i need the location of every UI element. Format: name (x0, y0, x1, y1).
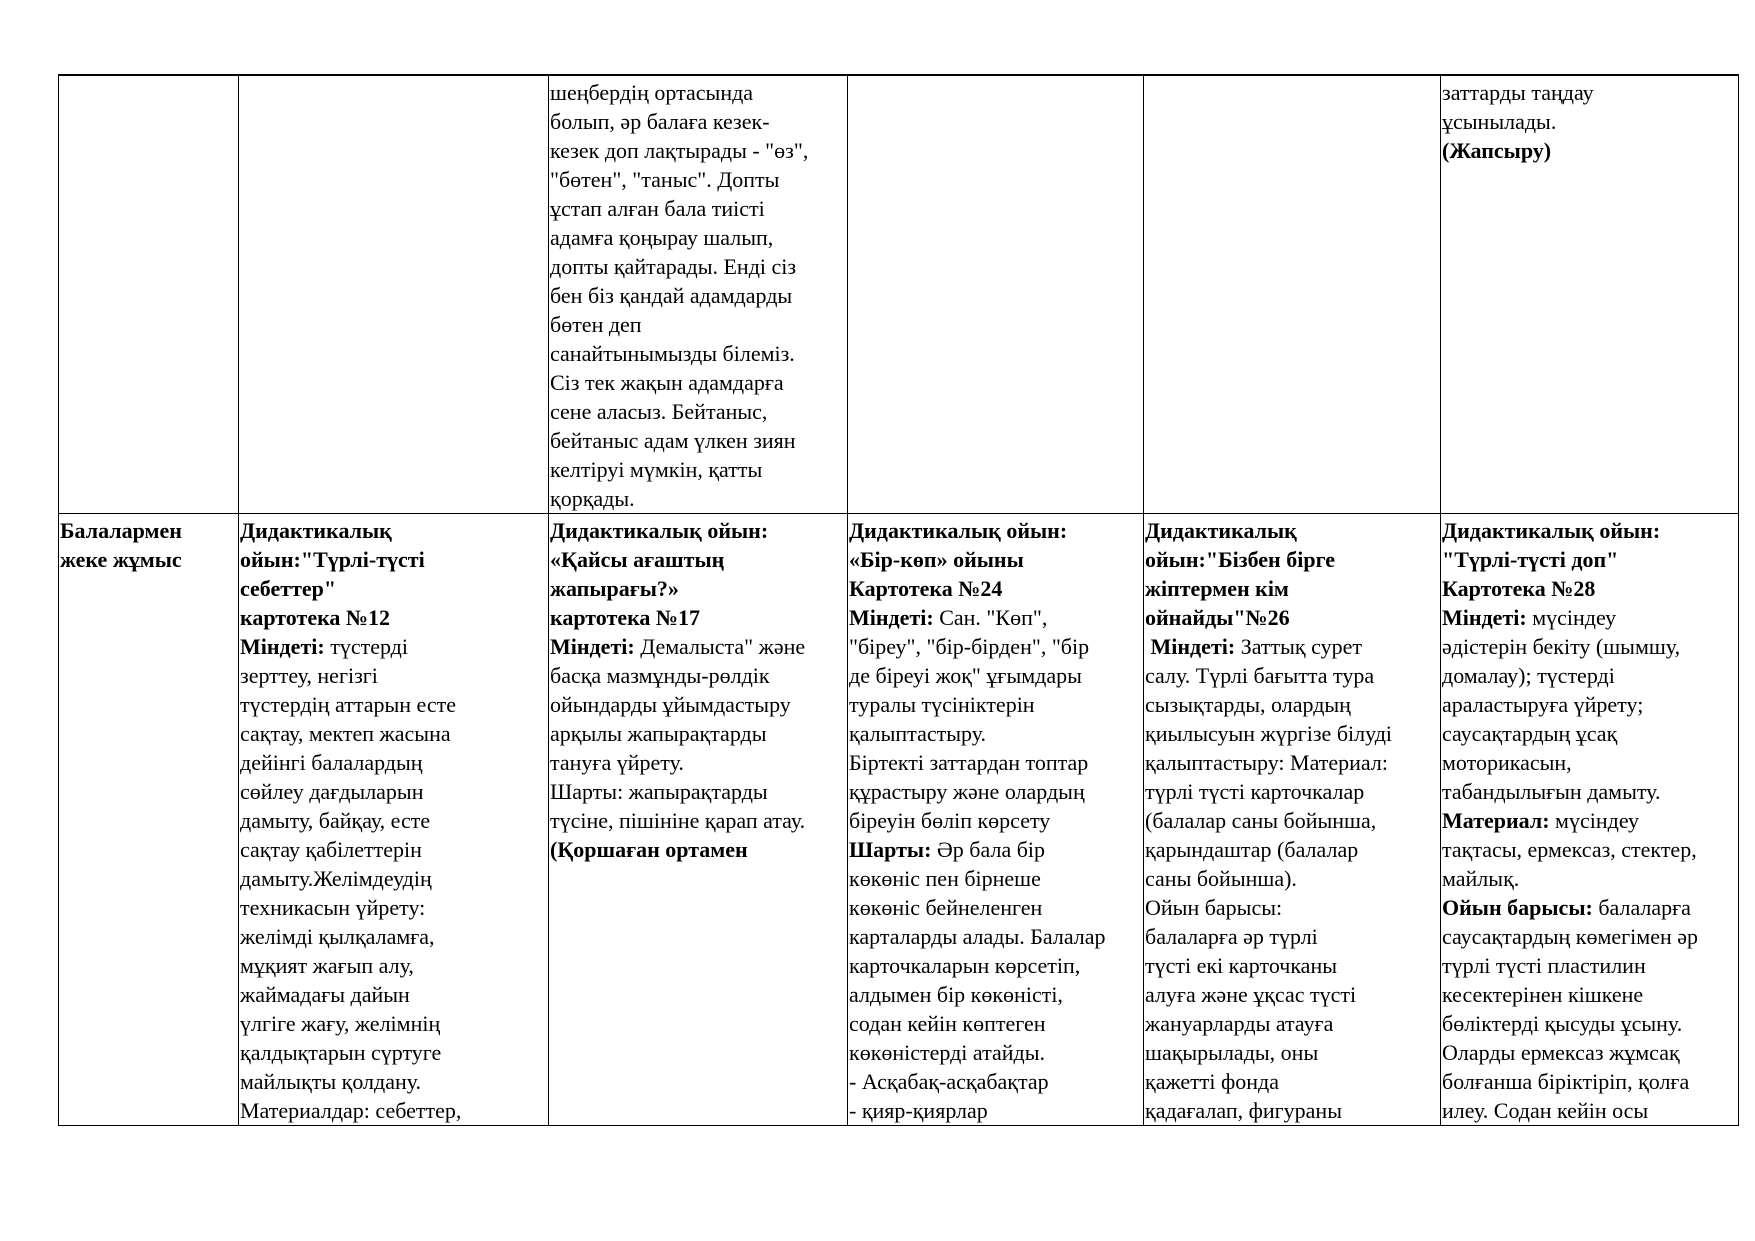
table-cell (1144, 514, 1441, 1126)
text-line: майлықты қолдану. (240, 1069, 422, 1094)
text-line: қалыптастыру. (849, 721, 986, 746)
text-line: дамыту, байқау, есте (240, 808, 431, 833)
text-line: саусақтардың көмегімен әр (1442, 924, 1699, 949)
task-label: Міндеті: (1442, 605, 1527, 630)
text-line: түсті екі карточканы (1145, 953, 1337, 978)
text-line: тануға үйрету. (550, 750, 684, 775)
text-line: адамға қоңырау шалып, (550, 225, 774, 250)
text-line: тақтасы, ермексаз, стектер, (1442, 837, 1697, 862)
text-line: «Қайсы ағаштың (550, 547, 725, 572)
text-line: Материалдар: себеттер, (240, 1098, 462, 1123)
cell-text (849, 864, 1142, 1125)
text-line: моторикасын, (1442, 750, 1572, 775)
task-text: түстерді (324, 634, 408, 659)
text-line: көкөністерді атайды. (849, 1040, 1046, 1065)
plan-table (58, 74, 1739, 1126)
text-line: қалыптастыру: Материал: (1145, 750, 1388, 775)
text-line: салу. Түрлі бағытта тура (1145, 663, 1375, 688)
text-line: түрлі түсті пластилин (1442, 953, 1646, 978)
text-line: түсіне, пішініне қарап атау. (550, 808, 806, 833)
text-line: жіптермен кім (1145, 576, 1289, 601)
game-title (849, 516, 1142, 603)
table-cell (239, 75, 549, 514)
text-line: қалдықтарын сүртуге (240, 1040, 442, 1065)
text-line: арқылы жапырақтарды (550, 721, 767, 746)
task-text: Сан. "Көп", (933, 605, 1048, 630)
text-line: зерттеу, негізгі (240, 663, 378, 688)
text-line: болғанша біріктіріп, қолға (1442, 1069, 1690, 1094)
text-line: әдістерін бекіту (шымшу, (1442, 634, 1681, 659)
text-line: балаларға әр түрлі (1145, 924, 1318, 949)
table-cell (1144, 75, 1441, 514)
text-line: желімді қылқаламға, (240, 924, 435, 949)
table-cell (549, 514, 848, 1126)
task-label: Міндеті: (550, 634, 635, 659)
text-line: қорқады. (550, 486, 635, 511)
text-line: сызықтарды, олардың (1145, 692, 1351, 717)
text-line: ойын:"Бізбен бірге (1145, 547, 1336, 572)
cell-text (1442, 922, 1737, 1125)
text-line: шеңбердің ортасында (550, 80, 754, 105)
task-label: Міндеті: (1145, 634, 1236, 659)
cell-text (1145, 661, 1439, 1125)
task-text: Заттық сурет (1235, 634, 1362, 659)
text-line: саусақтардың ұсақ (1442, 721, 1618, 746)
text-line: майлық. (1442, 866, 1520, 891)
text-line: мұқият жағып алу, (240, 953, 414, 978)
table-cell (848, 514, 1144, 1126)
text-line: "бөтен", "таныс". Допты (550, 167, 780, 192)
table-cell (848, 75, 1144, 514)
text-line: түрлі түсті карточкалар (1145, 779, 1365, 804)
text-line: ойын:"Түрлі-түсті (240, 547, 425, 572)
text-line: (балалар саны бойынша, (1145, 808, 1377, 833)
text-line: Дидактикалық ойын: (550, 518, 769, 543)
text-line: "біреу", "бір-бірден", "бір (849, 634, 1090, 659)
cell-text (550, 661, 846, 835)
text-line: заттарды таңдау (1442, 80, 1594, 105)
text-line: - қияр-қиярлар (849, 1098, 988, 1123)
text-line: «Бір-көп» ойыны (849, 547, 1024, 572)
text-line: алуға және ұқсас түсті (1145, 982, 1357, 1007)
table-cell (239, 514, 549, 1126)
text-line: Картотека №28 (1442, 576, 1596, 601)
text-line: араластыруға үйрету; (1442, 692, 1644, 717)
text-line: шақырылады, оны (1145, 1040, 1319, 1065)
material-text: мүсіндеу (1549, 808, 1640, 833)
text-line: қадағалап, фигураны (1145, 1098, 1342, 1123)
text-line: жануарларды атауға (1145, 1011, 1334, 1036)
material-label: Материал: (1442, 808, 1550, 833)
text-line: Балалармен (60, 518, 182, 543)
text-line: себеттер" (240, 576, 337, 601)
text-line: дамыту.Желімдеудің (240, 866, 432, 891)
text-line: бөтен деп (550, 312, 642, 337)
text-line: илеу. Содан кейін осы (1442, 1098, 1649, 1123)
task-text: мүсіндеу (1526, 605, 1617, 630)
text-line: саны бойынша). (1145, 866, 1297, 891)
text-line: бөліктерді қысуды ұсыну. (1442, 1011, 1683, 1036)
text-line: бейтаныс адам үлкен зиян (550, 428, 796, 453)
text-line: кезек доп лақтырады - "өз", (550, 138, 809, 163)
text-line: техникасын үйрету: (240, 895, 426, 920)
row-header (60, 516, 237, 574)
process-label: Ойын барысы: (1442, 895, 1593, 920)
table-cell (1441, 514, 1739, 1126)
text-line: жаймадағы дайын (240, 982, 410, 1007)
text-line: біреуін бөліп көрсету (849, 808, 1051, 833)
text-line: жеке жұмыс (60, 547, 182, 572)
text-line: допты қайтарады. Енді сіз (550, 254, 797, 279)
text-line: картотека №12 (240, 605, 391, 630)
task-text: Демалыста" және (634, 634, 806, 659)
text-line: түстердің аттарын есте (240, 692, 457, 717)
text-line: сақтау қабілеттерін (240, 837, 422, 862)
text-line: кесектерінен кішкене (1442, 982, 1644, 1007)
game-title (1145, 516, 1439, 632)
text-line: келтіруі мүмкін, қатты (550, 457, 763, 482)
text-line: құрастыру және олардың (849, 779, 1085, 804)
row-header-cell (59, 514, 239, 1126)
cell-text (1442, 632, 1737, 806)
text-line: сөйлеу дағдыларын (240, 779, 424, 804)
text-line: Біртекті заттардан топтар (849, 750, 1089, 775)
cell-text (1442, 835, 1737, 893)
text-line: ойындарды ұйымдастыру (550, 692, 791, 717)
text-line: Шарты: жапырақтарды (550, 779, 768, 804)
text-line: дейінгі балалардың (240, 750, 423, 775)
text-line: үлгіге жағу, желімнің (240, 1011, 441, 1036)
text-line: Дидактикалық ойын: (1442, 518, 1661, 543)
text-line: карточкаларын көрсетіп, (849, 953, 1081, 978)
table-cell (549, 75, 848, 514)
game-title (240, 516, 547, 632)
game-title (550, 516, 846, 632)
task-label: Міндеті: (240, 634, 325, 659)
text-line: - Асқабақ-асқабақтар (849, 1069, 1049, 1094)
text-line: Дидактикалық ойын: (849, 518, 1068, 543)
text-line: Ойын барысы: (1145, 895, 1283, 920)
cell-text (849, 632, 1142, 835)
text-line: ұстап алған бала тиісті (550, 196, 765, 221)
text-line: Дидактикалық (240, 518, 392, 543)
cell-text (550, 78, 846, 513)
text-line: бен біз қандай адамдарды (550, 283, 793, 308)
text-line: туралы түсініктерін (849, 692, 1035, 717)
subject-label: (Жапсыру) (1442, 138, 1552, 163)
text-line: болып, әр балаға кезек- (550, 109, 770, 134)
text-line: картотека №17 (550, 605, 701, 630)
text-line: домалау); түстерді (1442, 663, 1615, 688)
text-line: сақтау, мектеп жасына (240, 721, 451, 746)
text-line: де біреуі жоқ" ұғымдары (849, 663, 1082, 688)
text-line: Оларды ермексаз жұмсақ (1442, 1040, 1680, 1065)
condition-text: Әр бала бір (931, 837, 1046, 862)
text-line: жапырағы?» (550, 576, 679, 601)
text-line: санайтынымызды білеміз. (550, 341, 795, 366)
task-label: Міндеті: (849, 605, 934, 630)
text-line: қиылысуын жүргізе білуді (1145, 721, 1393, 746)
text-line: басқа мазмұнды-рөлдік (550, 663, 770, 688)
text-line: Сіз тек жақын адамдарға (550, 370, 784, 395)
text-line: ойнайды"№26 (1145, 605, 1290, 630)
text-line: Дидактикалық (1145, 518, 1297, 543)
text-line: карталарды алады. Балалар (849, 924, 1106, 949)
text-line: көкөніс бейнеленген (849, 895, 1043, 920)
text-line: қажетті фонда (1145, 1069, 1279, 1094)
text-line: ұсынылады. (1442, 109, 1557, 134)
table-cell (59, 75, 239, 514)
text-line: қарындаштар (балалар (1145, 837, 1359, 862)
table-row (59, 514, 1739, 1126)
text-line: сене аласыз. Бейтаныс, (550, 399, 768, 424)
process-text: балаларға (1592, 895, 1691, 920)
game-title (1442, 516, 1737, 603)
text-line: "Түрлі-түсті доп" (1442, 547, 1619, 572)
condition-label: Шарты: (849, 837, 932, 862)
table-cell (1441, 75, 1739, 514)
text-line: көкөніс пен бірнеше (849, 866, 1041, 891)
text-line: табандылығын дамыту. (1442, 779, 1661, 804)
text-line: алдымен бір көкөністі, (849, 982, 1063, 1007)
cell-text (1442, 78, 1737, 136)
text-line: содан кейін көптеген (849, 1011, 1046, 1036)
subject-label: (Қоршаған ортамен (550, 837, 748, 862)
table-row (59, 75, 1739, 514)
cell-text (240, 661, 547, 1125)
text-line: Картотека №24 (849, 576, 1003, 601)
